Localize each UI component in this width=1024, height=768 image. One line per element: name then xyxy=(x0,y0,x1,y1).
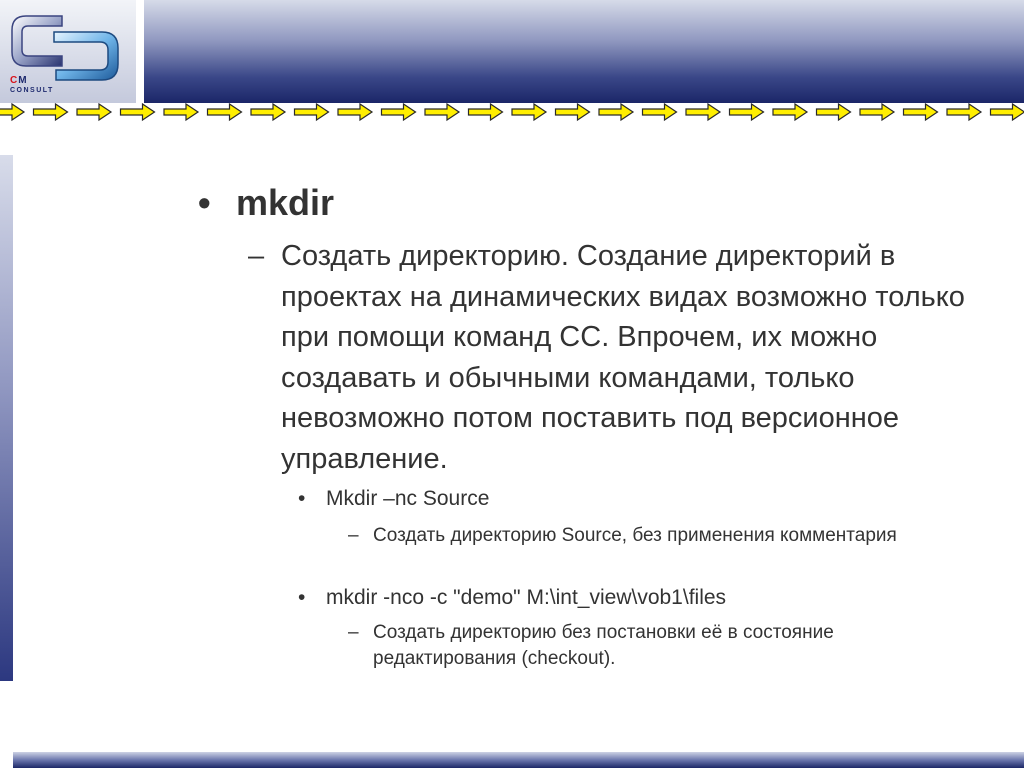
logo-area xyxy=(0,0,136,103)
command-description: Создать директорию Source, без применения комментария xyxy=(373,525,897,546)
dash-icon: – xyxy=(348,525,359,546)
arrow-right-icon xyxy=(34,104,68,120)
command-description: Создать директорию без постановки её в состояние редактирования (checkout). xyxy=(373,622,834,669)
arrow-right-icon xyxy=(295,104,329,120)
header-band xyxy=(144,0,1024,103)
arrow-right-icon xyxy=(860,104,894,120)
left-accent-bar xyxy=(0,155,13,681)
logo-caption xyxy=(10,76,54,95)
header-divider xyxy=(136,0,144,103)
arrow-right-icon xyxy=(686,104,720,120)
arrow-right-icon xyxy=(599,104,633,120)
description-text: Создать директорию. Создание директорий в проектах на динамических видах возможно только при помощи команд СС. Впрочем, их можно создавать и обычными командами, только невозможно потом поставить под версионное управление. xyxy=(281,240,965,475)
arrow-right-icon xyxy=(773,104,807,120)
arrow-right-icon xyxy=(556,104,590,120)
logo-letter-c: C xyxy=(10,75,19,86)
arrow-right-icon xyxy=(251,104,285,120)
arrow-right-icon xyxy=(817,104,851,120)
arrow-strip xyxy=(0,101,1024,123)
arrow-right-icon xyxy=(338,104,372,120)
arrow-right-icon xyxy=(469,104,503,120)
logo-letter-m: M xyxy=(18,75,28,86)
heading-text: mkdir xyxy=(236,182,335,223)
arrow-right-icon xyxy=(425,104,459,120)
arrow-right-icon xyxy=(643,104,677,120)
dash-icon: – xyxy=(248,240,265,272)
footer-bar xyxy=(13,752,1024,768)
bullet-icon: • xyxy=(298,586,306,609)
arrow-right-icon xyxy=(904,104,938,120)
arrow-right-icon xyxy=(77,104,111,120)
arrow-icons xyxy=(0,104,1024,120)
arrow-right-icon xyxy=(991,104,1024,120)
command-text: mkdir -nco -c "demo" M:\int_view\vob1\files xyxy=(326,586,727,609)
dash-icon: – xyxy=(348,622,359,643)
arrow-right-icon xyxy=(730,104,764,120)
arrow-right-icon xyxy=(382,104,416,120)
arrow-right-icon xyxy=(164,104,198,120)
arrow-right-icon xyxy=(121,104,155,120)
bullet-icon: • xyxy=(298,487,306,510)
arrow-right-icon xyxy=(208,104,242,120)
command-text: Mkdir –nc Source xyxy=(326,487,490,510)
arrow-right-icon xyxy=(947,104,981,120)
bullet-icon: • xyxy=(198,182,211,223)
arrow-right-icon xyxy=(512,104,546,120)
arrow-right-icon xyxy=(0,104,24,120)
logo-subtitle: CONSULT xyxy=(10,87,54,94)
